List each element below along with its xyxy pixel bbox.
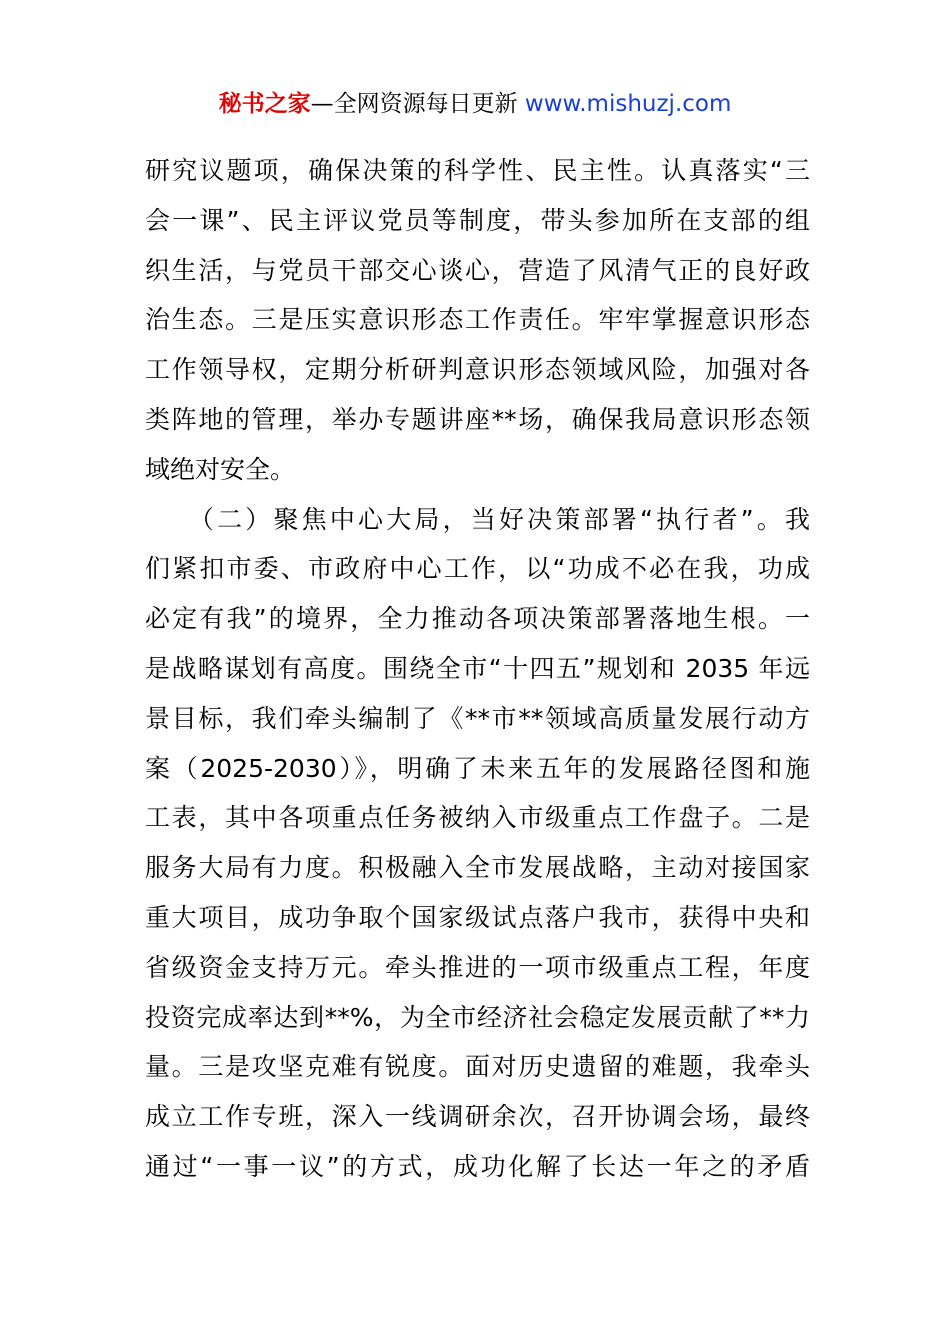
header-tagline: —全网资源每日更新 — [310, 91, 525, 117]
text-line: 工表，其中各项重点任务被纳入市级重点工作盘子。二是 — [145, 803, 810, 833]
text-line: 省级资金支持万元。牵头推进的一项市级重点工程，年度 — [145, 952, 810, 982]
paragraph-2 — [145, 495, 810, 1192]
text-line: 投资完成率达到**%，为全市经济社会稳定发展贡献了**力 — [145, 1002, 810, 1032]
text-line: 会一课”、民主评议党员等制度，带头参加所在支部的组 — [145, 205, 810, 235]
text-line: 是战略谋划有高度。围绕全市“十四五”规划和 2035 年远 — [145, 653, 810, 683]
text-line: （二）聚焦中心大局，当好决策部署“执行者”。我 — [145, 504, 810, 534]
text-line: 研究议题项，确保决策的科学性、民主性。认真落实“三 — [145, 156, 810, 185]
text-line: 织生活，与党员干部交心谈心，营造了风清气正的良好政 — [145, 255, 810, 285]
text-line: 通过“一事一议”的方式，成功化解了长达一年之的矛盾 — [145, 1151, 810, 1181]
text-line: 重大项目，成功争取个国家级试点落户我市，获得中央和 — [145, 902, 810, 932]
text-line: 治生态。三是压实意识形态工作责任。牢牢掌握意识形态 — [145, 305, 810, 335]
header-brand: 秘书之家 — [218, 91, 311, 117]
text-line: 域绝对安全。 — [145, 454, 296, 484]
paragraph-1 — [145, 146, 810, 495]
text-line: 服务大局有力度。积极融入全市发展战略，主动对接国家 — [145, 853, 810, 883]
page-header — [0, 88, 950, 120]
text-line: 量。三是攻坚克难有锐度。面对历史遗留的难题，我牵头 — [145, 1052, 810, 1082]
text-line: 案（2025-2030）》，明确了未来五年的发展路径图和施 — [145, 753, 810, 783]
text-line: 们紧扣市委、市政府中心工作，以“功成不必在我，功成 — [145, 554, 810, 584]
text-line: 成立工作专班，深入一线调研余次，召开协调会场，最终 — [145, 1102, 810, 1132]
text-line: 必定有我”的境界，全力推动各项决策部署落地生根。一 — [145, 604, 810, 634]
document-body — [145, 146, 810, 1192]
text-line: 工作领导权，定期分析研判意识形态领域风险，加强对各 — [145, 355, 810, 385]
text-line: 类阵地的管理，举办专题讲座**场，确保我局意识形态领 — [145, 404, 810, 434]
header-site-url[interactable]: www.mishuzj.com — [524, 91, 732, 117]
text-line: 景目标，我们牵头编制了《**市**领域高质量发展行动方 — [145, 703, 810, 733]
